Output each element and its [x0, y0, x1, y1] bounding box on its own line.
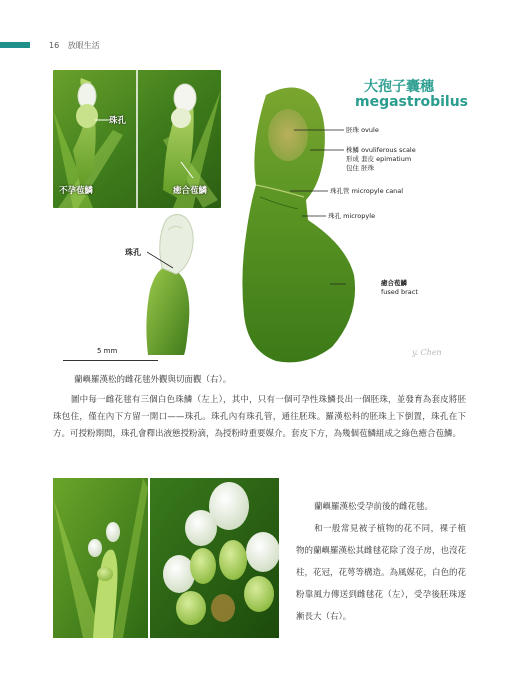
figure2-caption-title: 蘭嶼羅漢松受孕前後的雌花毬。 — [314, 502, 434, 512]
header-accent-bar — [0, 42, 30, 48]
inset-label-sterile-bract: 不孕苞鱗 — [59, 186, 94, 196]
pointer-line-micropyle — [147, 248, 177, 272]
figure-title-en: megastrobilus — [355, 94, 469, 110]
annotation-ovule: 胚珠 ovule — [346, 126, 379, 134]
specimen-side-view — [140, 210, 200, 355]
annotation-micropyle-canal: 珠孔管 micropyle canal — [330, 187, 404, 195]
figure1-caption: 蘭嶼羅漢松的雌花毬外觀與切面觀（右）。 — [74, 375, 232, 385]
page-number: 16 — [49, 41, 60, 50]
annotation-fused-bract-en: fused bract — [381, 288, 418, 296]
photo-before-after-graphic — [53, 478, 279, 638]
annotation-scale-1: 株鱗 ovuliferous scale — [346, 146, 416, 154]
page-header — [49, 40, 106, 51]
figure2-caption — [296, 496, 466, 628]
annotation-micropyle: 珠孔 micropyle — [328, 212, 376, 220]
photographer-signature: y. Chen — [412, 348, 442, 357]
figure2-caption-body: 和一般常見被子植物的花不同，裸子植物的蘭嶼羅漢松其雌毬花除了沒子房，也沒花柱，花冠，花萼等構造。為風媒花，白色的花粉靠風力傳送到雌毬花（左），受孕後胚珠逐漸長大（右）。 — [296, 524, 467, 622]
annotation-fused-bract-zh: 癒合苞鱗 — [381, 279, 407, 287]
figure-title-zh: 大孢子囊穗 — [364, 79, 434, 95]
scale-bar — [63, 360, 158, 361]
annotation-scale-2: 形成 套皮 epimatium — [346, 155, 412, 163]
inset-photo-ovules — [53, 70, 221, 208]
annotation-scale-3: 包住 胚珠 — [346, 164, 375, 172]
photo-before-after — [53, 478, 279, 638]
section-title: 放眼生活 — [67, 41, 100, 50]
inset-label-fused-bract: 癒合苞鱗 — [173, 186, 208, 196]
inset-label-micropyle: 珠孔 — [109, 116, 127, 126]
label-micropyle-left: 珠孔 — [125, 248, 141, 257]
scale-bar-label: 5 mm — [97, 347, 118, 355]
figure1-body: 圖中每一雌花毬有三個白色珠鱗（左上），其中，只有一個可孕性珠鱗長出一個胚珠，並發育為套皮將胚珠包住，僅在內下方留一開口——珠孔。珠孔內有珠孔管，通往胚珠。羅漢松科的胚珠上下倒置，珠孔在下方。可授粉期間，珠孔會釋出液態授粉滴，為授粉時重要媒介。套皮下方，為幾個苞鱗組成之綠色癒合苞鱗。 — [53, 395, 466, 439]
